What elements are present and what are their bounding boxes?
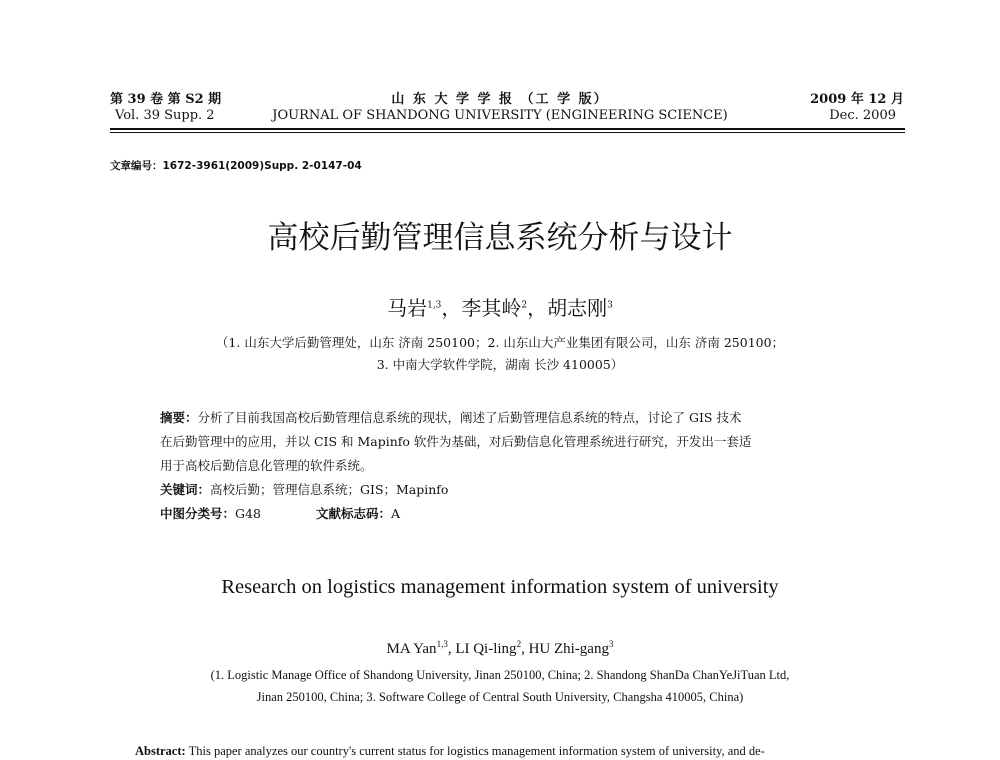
abstract-cn-line3: 用于高校后勤信息化管理的软件系统。 [160,458,373,473]
author-cn-3: 胡志刚 [547,296,608,320]
header-rule-thin [110,132,905,133]
classification-value: G48 [235,506,261,521]
author-cn-1: 马岩 [387,296,428,320]
document-code-label: 文献标志码： [316,506,392,521]
header-date-cn: 2009 年 12 月 [810,92,904,107]
keywords-cn-label: 关键词： [160,482,211,497]
affiliation-en-line1: (1. Logistic Manage Office of Shandong University, Jinan 250100, China; 2. Shandong ShanDa ChanYeJiTuan Ltd, [210,668,790,682]
article-number: 文章编号：1672-3961(2009)Supp. 2-0147-04 [110,160,362,172]
author-cn-3-sup: 3 [607,300,613,311]
author-cn-2-sup: 2 [521,300,528,311]
author-en-1: MA Yan [386,641,437,657]
header-journal-en: JOURNAL OF SHANDONG UNIVERSITY (ENGINEERING SCIENCE) [272,108,728,123]
author-sep: ， [441,296,462,320]
document-code [316,503,400,525]
author-en-3: HU Zhi-gang [528,641,609,657]
author-en-3-sup: 3 [608,639,614,649]
classification-label: 中图分类号： [160,506,236,521]
header-volume-cn: 第 39 卷 第 S2 期 [110,92,222,107]
header-rule-thick [110,128,905,130]
classification-code [160,503,261,525]
authors-cn [0,292,1000,321]
header-journal-cn: 山 东 大 学 学 报 （工 学 版） [391,92,609,107]
title-en: Research on logistics management information system of university [221,576,779,598]
author-en-2-sup: 2 [516,639,522,649]
abstract-en-line1 [135,744,765,759]
abstract-cn-text-1: 分析了目前我国高校后勤管理信息系统的现状，阐述了后勤管理信息系统的特点，讨论了 GIS 技术 [197,410,742,425]
author-en-2: LI Qi-ling [455,641,517,657]
abstract-en-label: Abstract: [135,744,186,758]
author-cn-1-sup: 1,3 [427,300,442,311]
abstract-cn-line2: 在后勤管理中的应用，并以 CIS 和 Mapinfo 软件为基础，对后勤信息化管理系统进行研究，开发出一套适 [160,434,752,449]
author-sep: ， [527,296,548,320]
author-en-1-sup: 1,3 [436,639,448,649]
document-code-value: A [391,506,401,521]
affiliation-cn-line1: （1. 山东大学后勤管理处，山东 济南 250100；2. 山东山大产业集团有限公司，山东 济南 250100； [215,335,785,350]
title-cn: 高校后勤管理信息系统分析与设计 [267,220,733,256]
header-volume-en: Vol. 39 Supp. 2 [115,108,215,123]
abstract-cn-label: 摘要： [160,410,198,425]
authors-en [0,641,1000,658]
author-sep-en: , [447,641,456,657]
keywords-cn-text: 高校后勤；管理信息系统；GIS；Mapinfo [210,482,449,497]
keywords-cn [160,479,448,501]
author-cn-2: 李其岭 [461,296,522,320]
abstract-cn-line1 [160,407,741,429]
affiliation-cn-line2: 3. 中南大学软件学院，湖南 长沙 410005） [376,357,624,372]
affiliation-en-line2: Jinan 250100, China; 3. Software College of Central South University, Changsha 410005, China) [256,690,744,704]
abstract-en-text: This paper analyzes our country's current status for logistics management information system of university, and de- [188,744,765,758]
header-date-en: Dec. 2009 [829,108,896,123]
author-sep-en: , [521,641,529,657]
